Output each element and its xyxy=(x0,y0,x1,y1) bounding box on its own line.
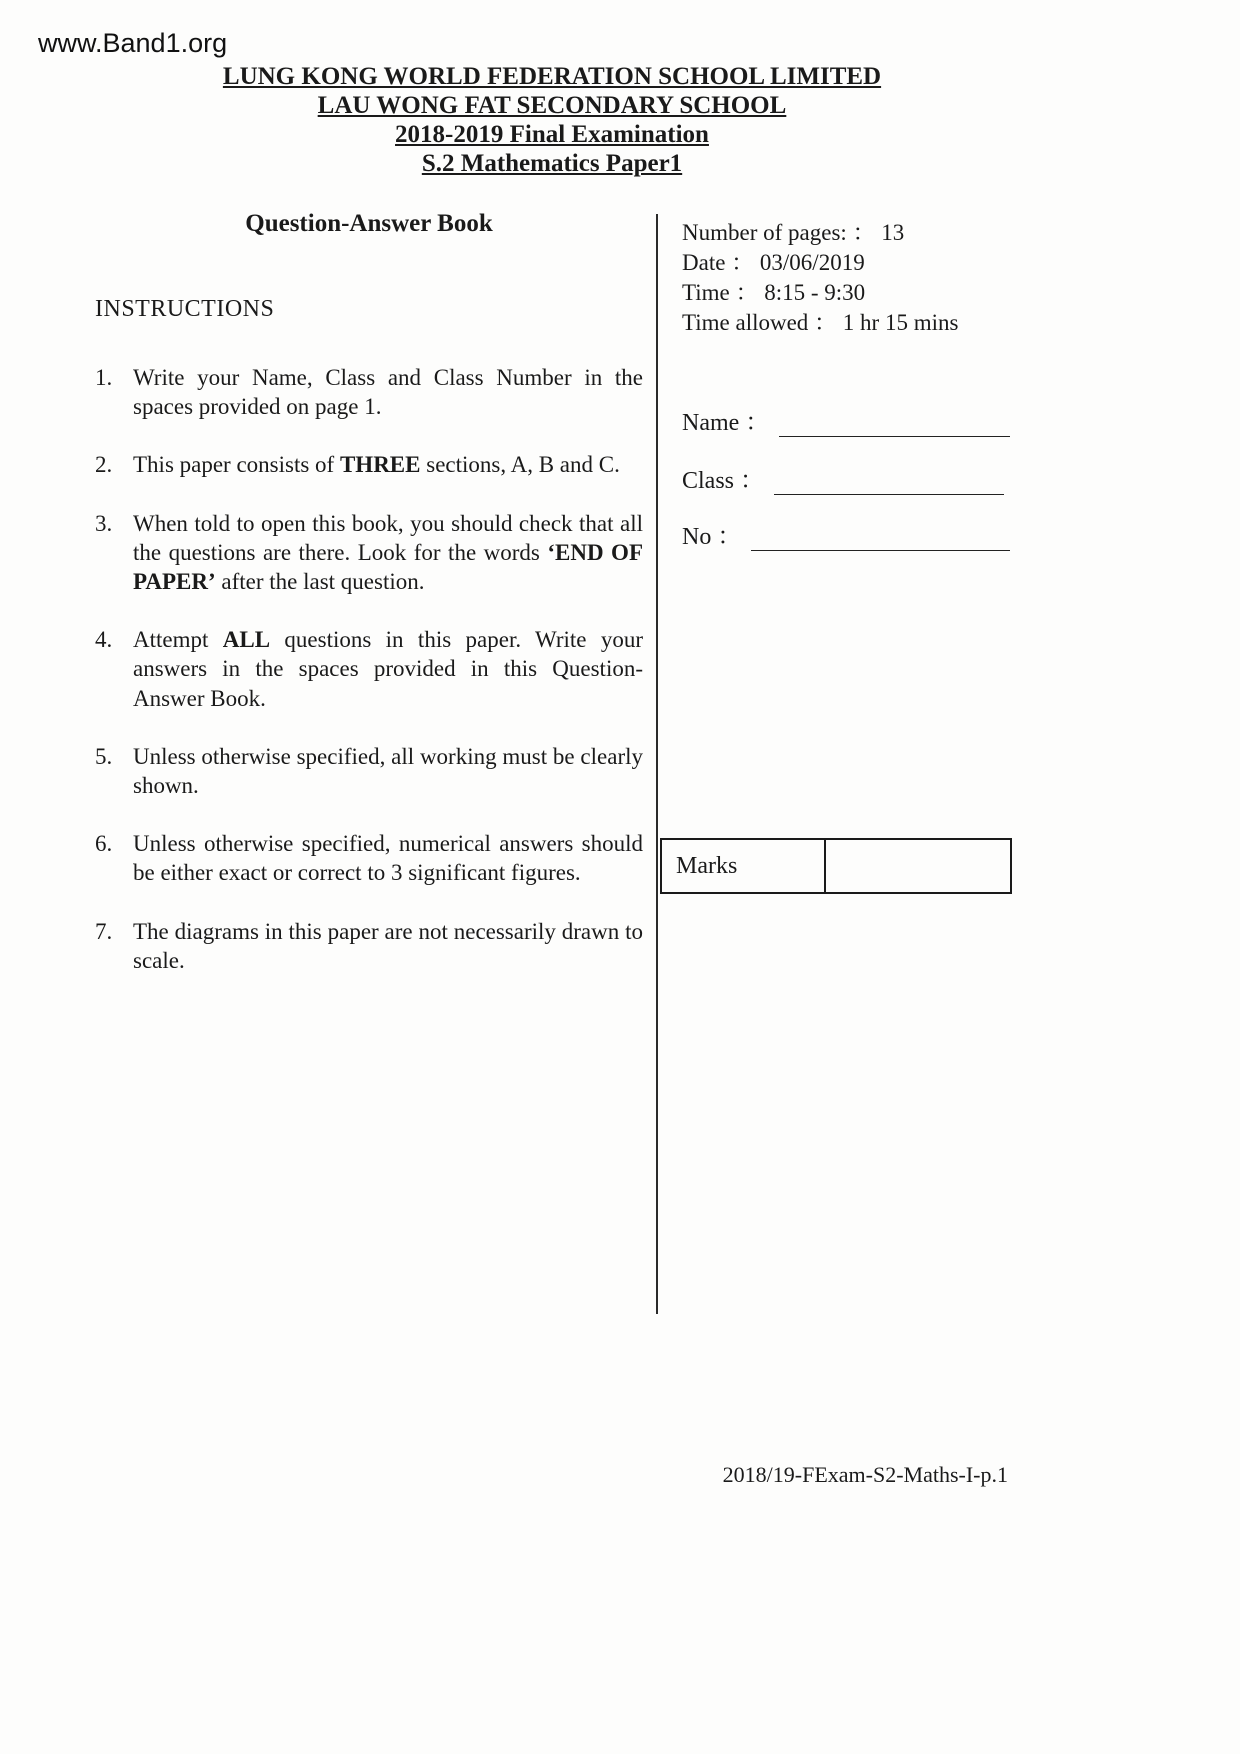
instruction-number: 2. xyxy=(95,452,113,478)
instruction-number: 6. xyxy=(95,831,113,857)
instruction-item xyxy=(95,509,643,597)
marks-box xyxy=(660,838,1012,894)
instruction-text: This paper consists of THREE sections, A, B and C. xyxy=(133,452,620,478)
marks-value-cell xyxy=(826,840,1010,892)
exam-title-line: 2018-2019 Final Examination xyxy=(395,121,709,148)
time-info-line: Time ： 8:15 - 9:30 xyxy=(682,280,866,305)
class-field-row xyxy=(682,460,1004,495)
instruction-text: When told to open this book, you should check that all the questions are there. Look for the words ‘END OF PAPER’ after the last question. xyxy=(133,510,643,595)
school-subname-line: LAU WONG FAT SECONDARY SCHOOL xyxy=(317,92,787,119)
instruction-item xyxy=(95,625,643,713)
instruction-item xyxy=(95,363,643,421)
page-footer-code: 2018/19-FExam-S2-Maths-I-p.1 xyxy=(722,1462,1008,1487)
instruction-item xyxy=(95,917,643,975)
exam-header xyxy=(0,62,1104,178)
name-field-label: Name ： xyxy=(682,410,770,436)
paper-title-line: S.2 Mathematics Paper1 xyxy=(421,150,683,177)
instruction-number: 1. xyxy=(95,365,113,390)
instruction-text: Write your Name, Class and Class Number in the spaces provided on page 1. xyxy=(133,365,643,420)
no-blank-line xyxy=(751,522,1010,551)
no-field-row xyxy=(682,516,1010,551)
school-name-line: LUNG KONG WORLD FEDERATION SCHOOL LIMITED xyxy=(222,63,882,90)
instruction-text: The diagrams in this paper are not necessarily drawn to scale. xyxy=(133,918,643,973)
right-column-info xyxy=(682,218,1012,338)
date-info-line: Date ： 03/06/2019 xyxy=(682,250,865,275)
instruction-item xyxy=(95,829,643,887)
time-allowed-info-line: Time allowed ： 1 hr 15 mins xyxy=(682,310,959,335)
instruction-number: 5. xyxy=(95,743,113,769)
class-field-label: Class ： xyxy=(682,468,765,494)
instruction-item xyxy=(95,742,643,800)
instruction-item xyxy=(95,450,643,479)
instruction-text: Unless otherwise specified, numerical answers should be either exact or correct to 3 significant figures. xyxy=(133,831,643,886)
instruction-text: Unless otherwise specified, all working must be clearly shown. xyxy=(133,743,643,799)
pages-info-line: Number of pages: ： 13 xyxy=(682,220,905,245)
marks-label-cell: Marks xyxy=(662,840,826,892)
instruction-text: Attempt ALL questions in this paper. Write your answers in the spaces provided in this Question-Answer Book. xyxy=(133,627,643,711)
instruction-number: 4. xyxy=(95,627,113,653)
instruction-number: 7. xyxy=(95,918,113,944)
name-field-row xyxy=(682,402,1010,437)
instructions-heading: INSTRUCTIONS xyxy=(95,296,275,322)
instruction-number: 3. xyxy=(95,510,113,536)
instructions-list xyxy=(95,363,643,975)
no-field-label: No ： xyxy=(682,524,742,550)
class-blank-line xyxy=(774,466,1004,495)
column-divider-line xyxy=(656,214,658,1314)
watermark-text: www.Band1.org xyxy=(38,28,228,58)
left-column xyxy=(95,210,643,1004)
question-answer-book-title: Question-Answer Book xyxy=(245,210,493,237)
name-blank-line xyxy=(779,408,1010,437)
